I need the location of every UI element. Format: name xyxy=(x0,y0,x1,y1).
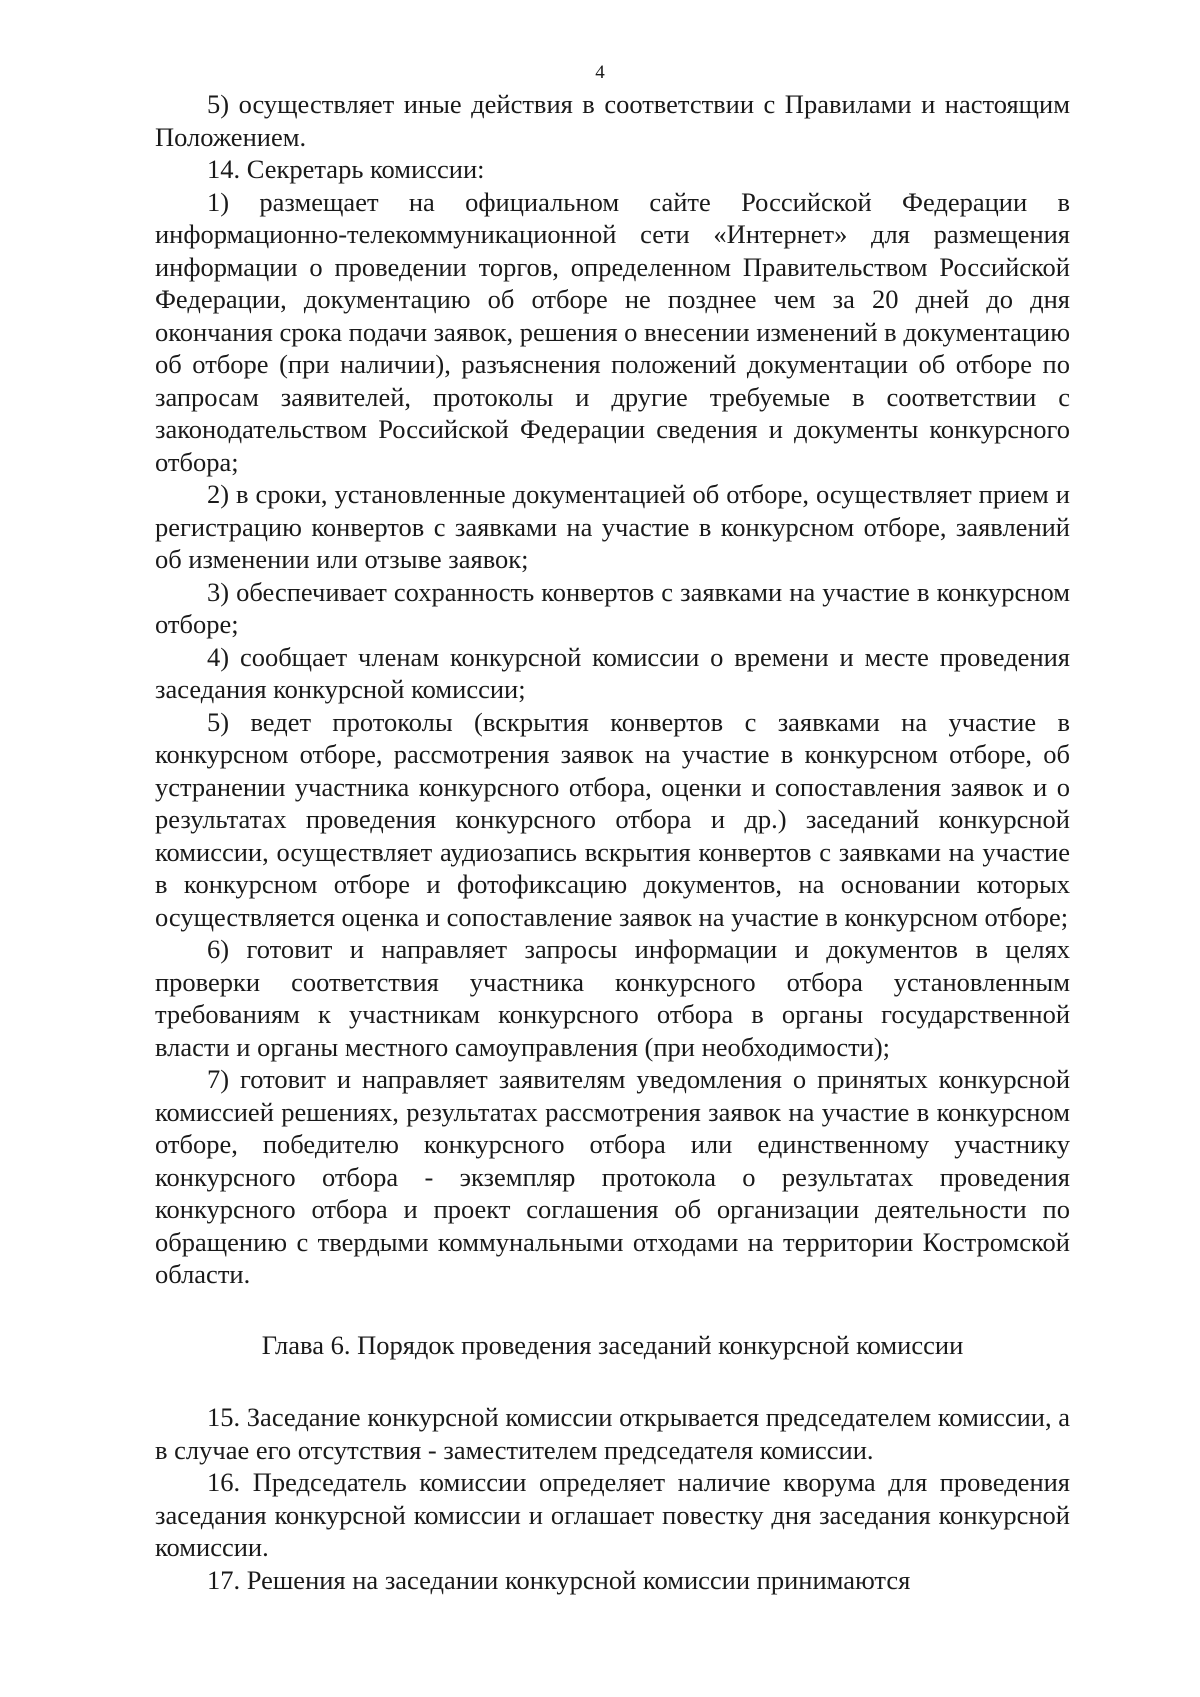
paragraph-16-quorum: 16. Председатель комиссии определяет наличие кворума для проведения заседания конкурсной комиссии и оглашает повестку дня заседания конкурсной комиссии. xyxy=(155,1467,1070,1562)
paragraph-item-1-publishes: 1) размещает на официальном сайте Российской Федерации в информационно-телекоммуникационной сети «Интернет» для размещения информации о проведении торгов, определенном Правительством Российской Федерации, документацию об отборе не позднее чем за 20 дней до дня окончания срока подачи заявок, решения о внесении изменений в документацию об отборе (при наличии), разъяснения положений документации об отборе по запросам заявителей, протоколы и другие требуемые в соответствии с законодательством Российской Федерации сведения и документы конкурсного отбора; xyxy=(155,186,1070,477)
paragraph-item-6-requests: 6) готовит и направляет запросы информации и документов в целях проверки соответствия участника конкурсного отбора установленным требованиям к участникам конкурсного отбора в органы государственной власти и органы местного самоуправления (при необходимости); xyxy=(155,934,1070,1062)
paragraph-item-7-notifications: 7) готовит и направляет заявителям уведомления о принятых конкурсной комиссией решениях, результатах рассмотрения заявок на участие в конкурсном отборе, победителю конкурсного отбора или единственному участнику конкурсного отбора - экземпляр протокола о результатах проведения конкурсного отбора и проект соглашения об организации деятельности по обращению с твердыми коммунальными отходами на территории Костромской области. xyxy=(155,1064,1070,1289)
chapter-title: Глава 6. Порядок проведения заседаний конкурсной комиссии xyxy=(261,1329,964,1360)
paragraph-item-4-notifies: 4) сообщает членам конкурсной комиссии о времени и месте проведения заседания конкурсной комиссии; xyxy=(155,641,1070,704)
paragraph-15-opening: 15. Заседание конкурсной комиссии открывается председателем комиссии, а в случае его отсутствия - заместителем председателя комиссии. xyxy=(155,1402,1070,1465)
page-number: 4 xyxy=(595,62,605,83)
paragraph-17-decisions: 17. Решения на заседании конкурсной комиссии принимаются xyxy=(207,1564,911,1595)
paragraph-item-5-protocols: 5) ведет протоколы (вскрытия конвертов с заявками на участие в конкурсном отборе, рассмотрения заявок на участие в конкурсном отборе, об устранении участника конкурсного отбора, оценки и сопоставления заявок и о результатах проведения конкурсного отбора и др.) заседаний конкурсной комиссии, осуществляет аудиозапись вскрытия конвертов с заявками на участие в конкурсном отборе и фотофиксацию документов, на основании которых осуществляется оценка и сопоставление заявок на участие в конкурсном отборе; xyxy=(155,706,1070,932)
paragraph-14-secretary: 14. Секретарь комиссии: xyxy=(207,154,485,184)
document-body xyxy=(155,88,1070,1596)
paragraph-item-3-safekeeping: 3) обеспечивает сохранность конвертов с заявками на участие в конкурсном отборе; xyxy=(155,576,1070,639)
paragraph-item-5-other-actions: 5) осуществляет иные действия в соответствии с Правилами и настоящим Положением. xyxy=(155,89,1070,152)
paragraph-item-2-registration: 2) в сроки, установленные документацией об отборе, осуществляет прием и регистрацию конвертов с заявками на участие в конкурсном отборе, заявлений об изменении или отзыве заявок; xyxy=(155,479,1070,574)
